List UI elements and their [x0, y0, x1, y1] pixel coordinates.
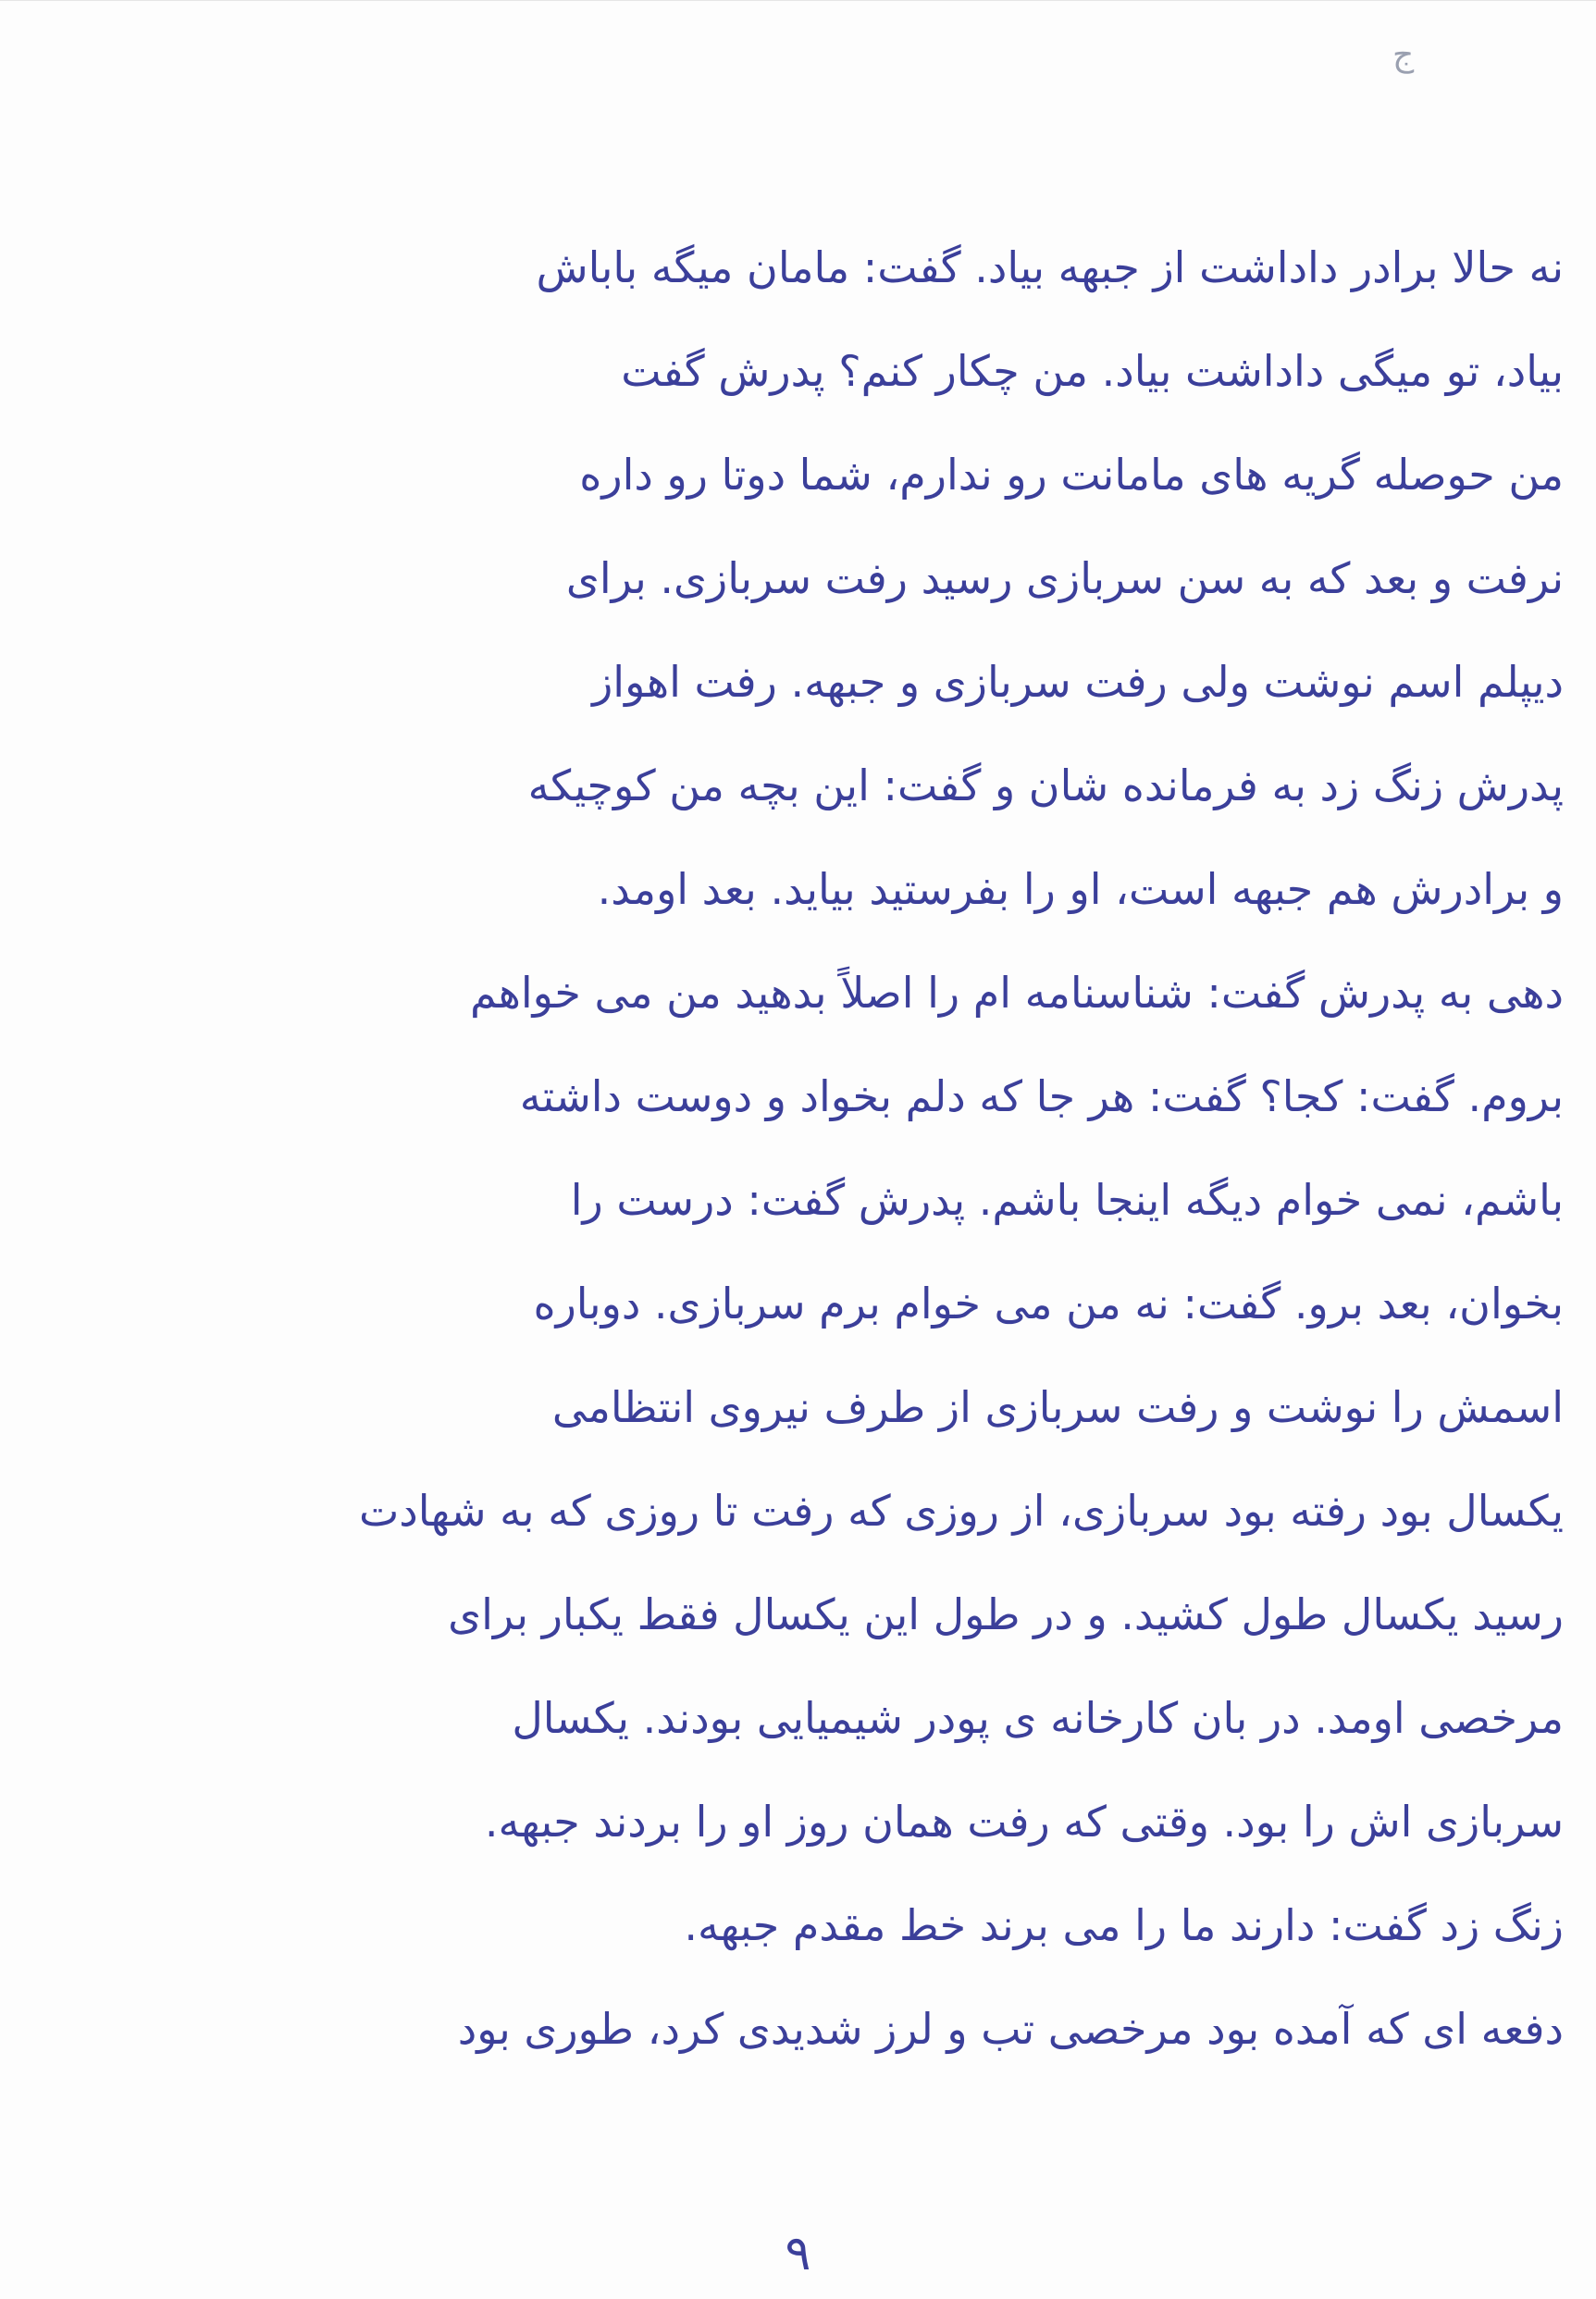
- text-line: مرخصی اومد. در بان کارخانه ی پودر شیمیایی بودند. یکسال: [512, 1693, 1564, 1743]
- text-line: بروم. گفت: کجا؟ گفت: هر جا که دلم بخواد و دوست داشته: [519, 1071, 1564, 1121]
- text-line: اسمش را نوشت و رفت سربازی از طرف نیروی انتظامی: [551, 1382, 1564, 1432]
- text-line: دیپلم اسم نوشت ولی رفت سربازی و جبهه. رفت اهواز: [592, 657, 1564, 707]
- text-line: بخوان، بعد برو. گفت: نه من می خوام برم سربازی. دوباره: [533, 1279, 1564, 1329]
- text-line: بیاد، تو میگی داداشت بیاد. من چکار کنم؟ پدرش گفت: [621, 346, 1564, 396]
- text-line: پدرش زنگ زد به فرمانده شان و گفت: این بچه من کوچیکه: [527, 760, 1564, 810]
- page-number: ۹: [785, 2226, 811, 2281]
- text-line: و برادرش هم جبهه است، او را بفرستید بیاید. بعد اومد.: [597, 864, 1564, 914]
- corner-mark: ج: [1392, 36, 1415, 74]
- text-line: من حوصله گریه های مامانت رو ندارم، شما دوتا رو داره: [579, 450, 1564, 500]
- text-line: نه حالا برادر داداشت از جبهه بیاد. گفت: مامان میگه باباش: [536, 242, 1564, 292]
- text-line: زنگ زد گفت: دارند ما را می برند خط مقدم جبهه.: [684, 1900, 1564, 1950]
- text-body: [28, 216, 1564, 2081]
- text-line: رسید یکسال طول کشید. و در طول این یکسال فقط یکبار برای: [448, 1589, 1564, 1639]
- text-line: نرفت و بعد که به سن سربازی رسید رفت سربازی. برای: [565, 553, 1564, 603]
- text-line: باشم، نمی خوام دیگه اینجا باشم. پدرش گفت: درست را: [570, 1175, 1564, 1225]
- text-line: دهی به پدرش گفت: شناسنامه ام را اصلاً بدهید من می خواهم: [470, 968, 1564, 1018]
- text-line: یکسال بود رفته بود سربازی، از روزی که رفت تا روزی که به شهادت: [358, 1486, 1564, 1536]
- text-line: دفعه ای که آمده بود مرخصی تب و لرز شدیدی کرد، طوری بود: [457, 2004, 1564, 2054]
- text-line: سربازی اش را بود. وقتی که رفت همان روز او را بردند جبهه.: [484, 1797, 1564, 1847]
